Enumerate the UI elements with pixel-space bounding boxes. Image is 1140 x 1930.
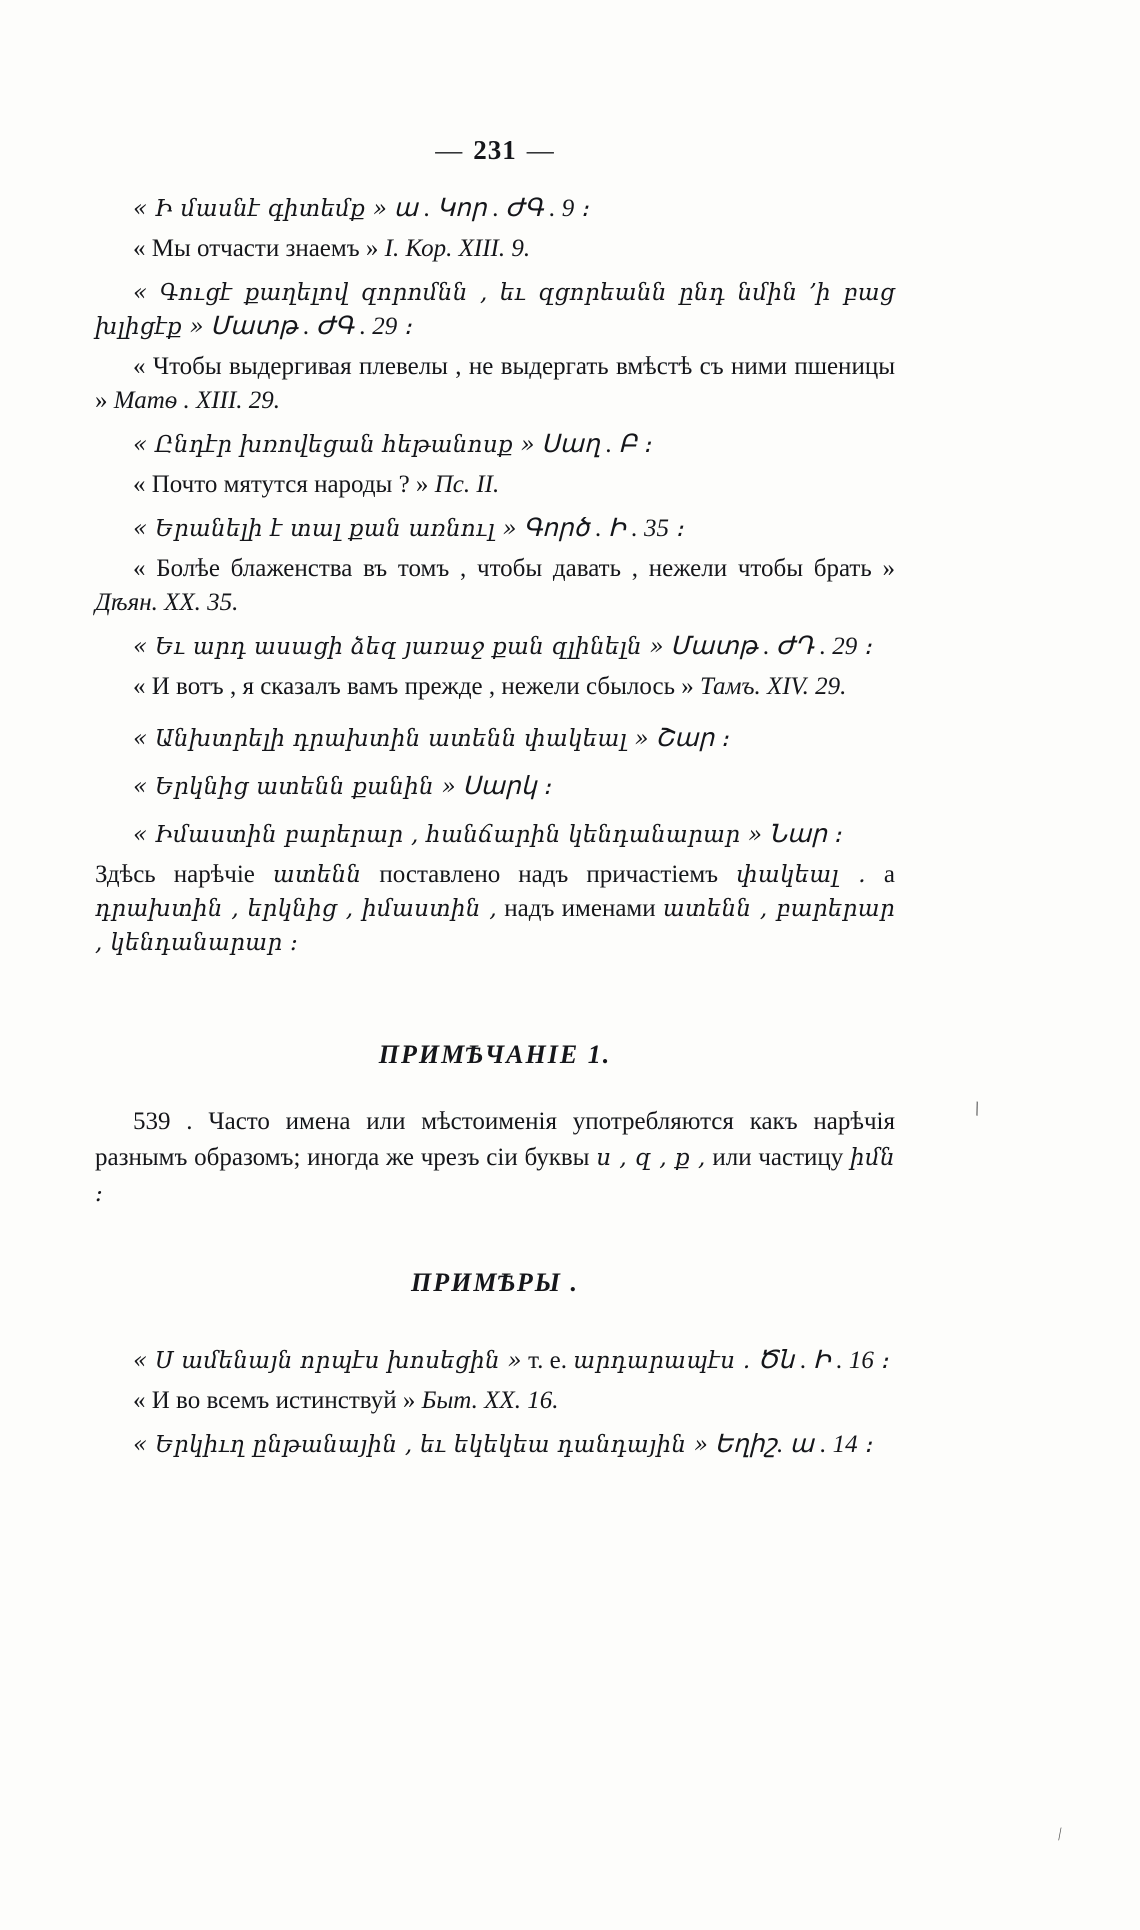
quote-armenian-text: « Իմաստին բարերար , հանճարին կենդանարար » xyxy=(133,822,763,848)
quote-russian-reference: I. Кор. XIII. 9. xyxy=(384,235,531,262)
quote-entry xyxy=(95,630,895,704)
commentary-paragraph xyxy=(95,858,895,960)
example-reference: Ծն . Ի . 16 ։ xyxy=(756,1347,889,1374)
quote-entry xyxy=(95,512,895,620)
example-russian-line xyxy=(95,1384,895,1418)
commentary-word-3: դրախտին , երկնից , իմաստին , xyxy=(95,896,497,922)
quote-russian-line xyxy=(95,232,895,266)
spacer xyxy=(95,966,895,1000)
quote-armenian-text: « Գուցէ քաղելով զորոմնն , եւ զցորեանն ընդ նմին ՚ի բաց խլիցէք » xyxy=(95,280,895,340)
quote-russian-line xyxy=(95,670,895,704)
commentary-word-4: ատենն , բարերար , կենդանարար ։ xyxy=(95,896,896,956)
note-paragraph xyxy=(95,1104,895,1212)
example-gloss-lead: т. е. xyxy=(528,1347,568,1374)
example-armenian-text: « Երկիւղ ընթանային , եւ եկեկեա դանդային » xyxy=(133,1432,709,1458)
commentary-mid-1: поставлено надъ причастіемъ xyxy=(379,861,719,888)
note-letters: ս , զ , ք , xyxy=(596,1145,706,1171)
page-number-dash-right: — xyxy=(526,135,555,165)
quote-armenian-reference: Գործ . Ի . 35 ։ xyxy=(523,515,684,542)
quote-armenian-line xyxy=(95,770,895,804)
note-particle: իմն ։ xyxy=(95,1145,895,1207)
quote-armenian-reference: Մատթ . ԺԳ . 29 ։ xyxy=(210,313,412,340)
note-text: Часто имена или мѣстоименія употребляются какъ нарѣчія разнымъ образомъ; иногда же чрезъ сіи буквы xyxy=(95,1108,895,1171)
example-reference: Եղիշ. ա . 14 ։ xyxy=(714,1431,873,1458)
quote-armenian-text: « Ի մասնէ գիտեմք » xyxy=(133,196,388,222)
quote-armenian-line xyxy=(95,192,895,226)
spacer xyxy=(95,714,895,722)
quote-armenian-reference: Սաղ . Բ ։ xyxy=(541,431,652,458)
quote-armenian-line xyxy=(95,428,895,462)
page-number-dash-left: — xyxy=(435,135,464,165)
example-armenian-line xyxy=(95,1428,895,1462)
page-number xyxy=(95,135,895,166)
page-corner-mark: ⁄ xyxy=(1055,1826,1066,1843)
quote-russian-text: « И вотъ , я сказалъ вамъ прежде , нежели сбылось » xyxy=(133,673,694,700)
quote-armenian-line xyxy=(95,630,895,664)
quote-russian-line xyxy=(95,552,895,620)
page-content xyxy=(95,135,895,1468)
quote-armenian-reference: Շար ։ xyxy=(655,725,729,752)
quote-russian-reference: Матѳ . XIII. 29. xyxy=(113,387,281,414)
quote-armenian-text: « Անխտրելի դրախտին ատենն փակեալ » xyxy=(133,726,649,752)
quote-armenian-text: « Երանելի է տալ քան առնուլ » xyxy=(133,516,517,542)
spacer xyxy=(95,810,895,818)
quote-russian-text: « Чтобы выдергивая плевелы , не выдергать вмѣстѣ съ ними пшеницы » xyxy=(95,353,895,414)
quote-entry xyxy=(95,428,895,502)
note-tail: или частицу xyxy=(712,1144,844,1171)
quote-armenian-reference: ա . Կոր . ԺԳ . 9 ։ xyxy=(393,195,589,222)
quote-armenian-reference: Սարկ ։ xyxy=(462,773,552,800)
quote-armenian-text: « Եւ արդ ասացի ձեզ յառաջ քան զլինելն » xyxy=(133,634,664,660)
commentary-mid-2: а xyxy=(883,861,895,888)
commentary-lead: Здѣсь нарѣчіе xyxy=(95,861,255,888)
quote-russian-text: « Мы отчасти знаемъ » xyxy=(133,235,379,262)
quote-russian-reference: Дѣян. XX. 35. xyxy=(95,589,239,616)
quote-russian-reference: Тамъ. XIV. 29. xyxy=(700,673,847,700)
spacer xyxy=(95,762,895,770)
quote-russian-line xyxy=(95,468,895,502)
commentary-word-1: ատենն xyxy=(272,862,362,888)
example-russian-reference: Быт. XX. 16. xyxy=(421,1387,559,1414)
commentary-mid-3: надъ именами xyxy=(504,895,656,922)
example-armenian-line xyxy=(95,1344,895,1378)
example-armenian-text: « Ս ամենայն որպէս խոսեցին » xyxy=(133,1348,522,1374)
example-russian-text: « И во всемъ истинствуй » xyxy=(133,1387,416,1414)
commentary-word-2: փակեալ . xyxy=(736,862,866,888)
spacer xyxy=(95,1216,895,1234)
quote-armenian-line xyxy=(95,276,895,344)
quote-armenian-line xyxy=(95,722,895,756)
note-heading: ПРИМѢЧАНІЕ 1. xyxy=(378,1040,612,1069)
quote-armenian-text: « Երկնից ատենն քանին » xyxy=(133,774,456,800)
quote-russian-reference: Пс. II. xyxy=(434,471,500,498)
quote-armenian-reference: Նար ։ xyxy=(768,821,842,848)
quote-armenian-line xyxy=(95,818,895,852)
page-number-value: 231 xyxy=(473,135,517,165)
quote-armenian-reference: Մատթ . ԺԴ . 29 ։ xyxy=(670,633,872,660)
note-number: 539 . xyxy=(133,1108,193,1135)
quote-russian-text: « Болѣе блаженства въ томъ , чтобы давать , нежели чтобы брать » xyxy=(133,555,895,582)
quote-russian-text: « Почто мятутся народы ? » xyxy=(133,471,429,498)
quote-entry xyxy=(95,276,895,418)
quote-entry xyxy=(95,192,895,266)
quote-armenian-text: « Ընդէր խռովեցան հեթանոսք » xyxy=(133,432,535,458)
example-entry xyxy=(95,1344,895,1418)
quote-armenian-line xyxy=(95,512,895,546)
example-gloss: արդարապէս . xyxy=(573,1348,751,1374)
examples-heading: ПРИМѢРЫ . xyxy=(410,1268,579,1297)
quote-russian-line xyxy=(95,350,895,418)
page-tick-mark: \ xyxy=(971,1097,984,1121)
